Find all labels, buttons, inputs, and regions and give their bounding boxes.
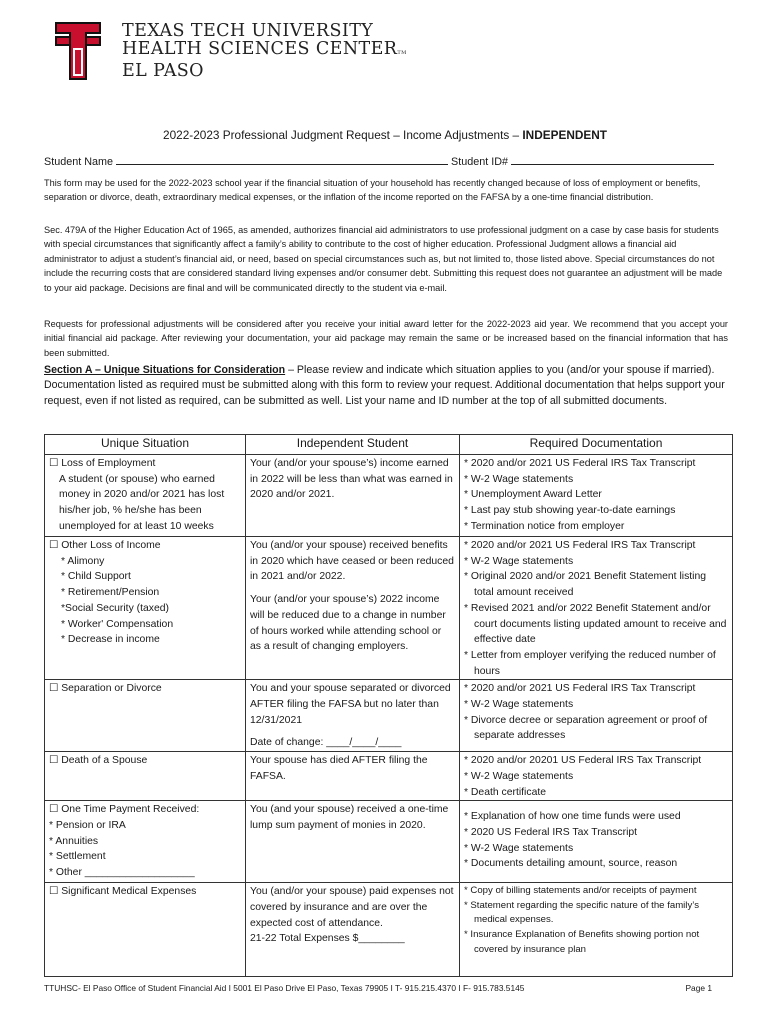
checkbox-medical-expenses[interactable]: ☐ (49, 886, 59, 898)
situation-item: *Social Security (taxed) (61, 602, 169, 614)
section-a-heading: Section A – Unique Situations for Consideration (44, 364, 286, 376)
table-row (45, 801, 733, 883)
other-payment-field[interactable]: * Other ___________________ (49, 867, 195, 879)
table-row (45, 455, 733, 537)
doc-item: * Last pay stub showing year-to-date earnings (464, 505, 676, 517)
doc-item: * 2020 and/or 2021 US Federal IRS Tax Transcript (464, 683, 696, 695)
requests-paragraph: Requests for professional adjustments will be considered after you receive your initial award letter for the 2022-2023 aid year. We recommend that you accept your initial financial aid package. After reviewing your documentation, your aid package may remain the same or be increased based on the financial information that has been submitted. (44, 319, 728, 358)
situation-item: * Retirement/Pension (61, 587, 160, 599)
checkbox-loss-of-employment[interactable]: ☐ (49, 458, 59, 469)
doc-item: * W-2 Wage statements (464, 699, 574, 711)
sec-479a-paragraph: Sec. 479A of the Higher Education Act of 1965, as amended, authorizes financial aid administrators to use professional judgment on a case by case basis for students with special circumstances that significantly affect a family’s ability to contribute to the cost of higher education. Professional Judgment allows a financial aid administrator to adjust a student’s financial aid, or need, based on special circumstances such as, but not limited to, those listed above. Special circumstances do not include the recurring costs that are considered standard living expenses and/or consumer debt. Submitting this request does not guarantee an adjustment will be made to your aid package. Decisions are final and will be communicated directly to the student via e-mail. (44, 225, 723, 293)
table-row (45, 680, 733, 752)
doc-item: * Unemployment Award Letter (464, 489, 602, 501)
section-a (44, 363, 728, 409)
student-name-label: Student Name (44, 156, 114, 168)
doc-item: * Copy of billing statements and/or receipts of payment (464, 885, 697, 897)
doc-item: * Original 2020 and/or 2021 Benefit Statement listing total amount received (464, 571, 707, 599)
student-description: Your (and/or your spouse’s) income earned in 2022 will be less than what was earned in 2020 and/or 2021. (246, 455, 460, 537)
document-title-text: 2022-2023 Professional Judgment Request – Income Adjustments – (163, 128, 523, 142)
student-description-2: Your (and/or your spouse’s) 2022 income will be reduced due to a change in number of hours worked while attending school or as a result of changing employers. (250, 594, 446, 653)
page-footer (44, 983, 712, 993)
col-header-situation: Unique Situation (45, 435, 246, 455)
student-info-line (44, 154, 728, 168)
doc-item: * W-2 Wage statements (464, 770, 574, 782)
institution-line-2: HEALTH SCIENCES CENTER (122, 39, 398, 59)
student-description: You (and/or your spouse) received benefits in 2020 which have ceased or been reduced in 2021 and/or 2022. (250, 540, 454, 583)
institution-line-1: TEXAS TECH UNIVERSITY (122, 21, 374, 41)
page-number: Page 1 (685, 983, 712, 993)
institution-name (122, 22, 407, 80)
checkbox-death-of-spouse[interactable]: ☐ (49, 755, 59, 767)
situations-table (44, 434, 733, 977)
trademark-mark: TM (397, 50, 407, 56)
institution-line-3: EL PASO (122, 61, 204, 81)
doc-item: * Insurance Explanation of Benefits showing portion not covered by insurance plan (464, 929, 700, 955)
student-description: You (and/or your spouse) paid expenses not covered by insurance and are over the expected cost of attendance. (250, 886, 454, 929)
doc-item: * Divorce decree or separation agreement or proof of separate addresses (464, 714, 708, 742)
situation-label: Death of a Spouse (61, 755, 148, 767)
student-id-label: Student ID# (451, 156, 509, 168)
doc-item: * 2020 and/or 2021 US Federal IRS Tax Transcript (464, 458, 696, 469)
checkbox-other-loss-of-income[interactable]: ☐ (49, 540, 59, 551)
student-id-field[interactable] (511, 154, 714, 165)
col-header-docs: Required Documentation (460, 435, 733, 455)
situation-item: * Child Support (61, 571, 131, 583)
doc-item: * Documents detailing amount, source, reason (464, 858, 678, 870)
situation-label: Loss of Employment (61, 458, 156, 469)
table-row (45, 883, 733, 977)
situation-item: * Settlement (49, 851, 106, 863)
checkbox-separation-divorce[interactable]: ☐ (49, 683, 59, 695)
situation-item: * Worker' Compensation (61, 618, 174, 630)
section-a-text: – Please review and indicate which situation applies to you (and/or your spouse if married). Documentation listed as required must be submitted along with this form to review your request. Additional documentation that helps support your request, even if not listed as required, can be submitted as well. List your name and ID number at the top of all submitted documents. (44, 364, 725, 407)
date-of-change-field[interactable]: Date of change: ____/____/____ (250, 737, 402, 749)
situation-label: One Time Payment Received: (61, 804, 200, 816)
col-header-student: Independent Student (246, 435, 460, 455)
doc-item: * W-2 Wage statements (464, 473, 574, 485)
table-row (45, 537, 733, 680)
table-row (45, 752, 733, 801)
table-header-row (45, 435, 733, 455)
student-description: Your spouse has died AFTER filing the FAFSA. (246, 752, 460, 801)
situation-detail: A student (or spouse) who earned money in 2020 and/or 2021 has lost his/her job, % he/she has been unemployed for at least 10 weeks (59, 473, 225, 532)
doc-item: * Statement regarding the specific nature of the family’s medical expenses. (464, 899, 699, 926)
intro-paragraph: This form may be used for the 2022-2023 school year if the financial situation of your household has recently changed because of loss of employment or benefits, separation or divorce, death, extraordinary medical expenses, or the inflation of the income reported on the FAFSA by a one-time financial distribution. (44, 178, 701, 203)
situation-item: * Annuities (49, 835, 99, 847)
doc-item: * Death certificate (464, 786, 547, 798)
total-expenses-field[interactable]: 21-22 Total Expenses $________ (250, 933, 405, 945)
situation-item: * Alimony (61, 555, 105, 567)
doc-item: * 2020 and/or 2021 US Federal IRS Tax Transcript (464, 540, 696, 551)
checkbox-one-time-payment[interactable]: ☐ (49, 804, 59, 816)
footer-contact: TTUHSC- El Paso Office of Student Financial Aid I 5001 El Paso Drive El Paso, Texas 79905 I T- 915.215.4370 I F- 915.783.5145 (44, 983, 525, 993)
ttu-double-t-logo (55, 22, 101, 80)
document-title (0, 128, 770, 142)
student-description: You and your spouse separated or divorced AFTER filing the FAFSA but no later than 12/31/2021 (250, 683, 451, 726)
doc-item: * W-2 Wage statements (464, 842, 574, 854)
doc-item: * Letter from employer verifying the reduced number of hours (464, 649, 716, 677)
doc-item: * 2020 and/or 20201 US Federal IRS Tax Transcript (464, 755, 702, 767)
situation-label: Significant Medical Expenses (61, 886, 197, 898)
student-description: You (and your spouse) received a one-time lump sum payment of monies in 2020. (246, 801, 460, 883)
doc-item: * 2020 US Federal IRS Tax Transcript (464, 826, 638, 838)
doc-item: * Explanation of how one time funds were used (464, 811, 681, 823)
situation-item: * Decrease in income (61, 634, 160, 646)
document-title-bold: INDEPENDENT (522, 128, 607, 142)
doc-item: * Revised 2021 and/or 2022 Benefit Statement and/or court documents listing updated amount to receive and effective date (464, 602, 727, 646)
doc-item: * W-2 Wage statements (464, 555, 574, 567)
student-name-field[interactable] (116, 154, 448, 165)
doc-item: * Termination notice from employer (464, 520, 625, 532)
situation-label: Other Loss of Income (61, 540, 161, 551)
situation-item: * Pension or IRA (49, 819, 126, 831)
situation-label: Separation or Divorce (61, 683, 162, 695)
